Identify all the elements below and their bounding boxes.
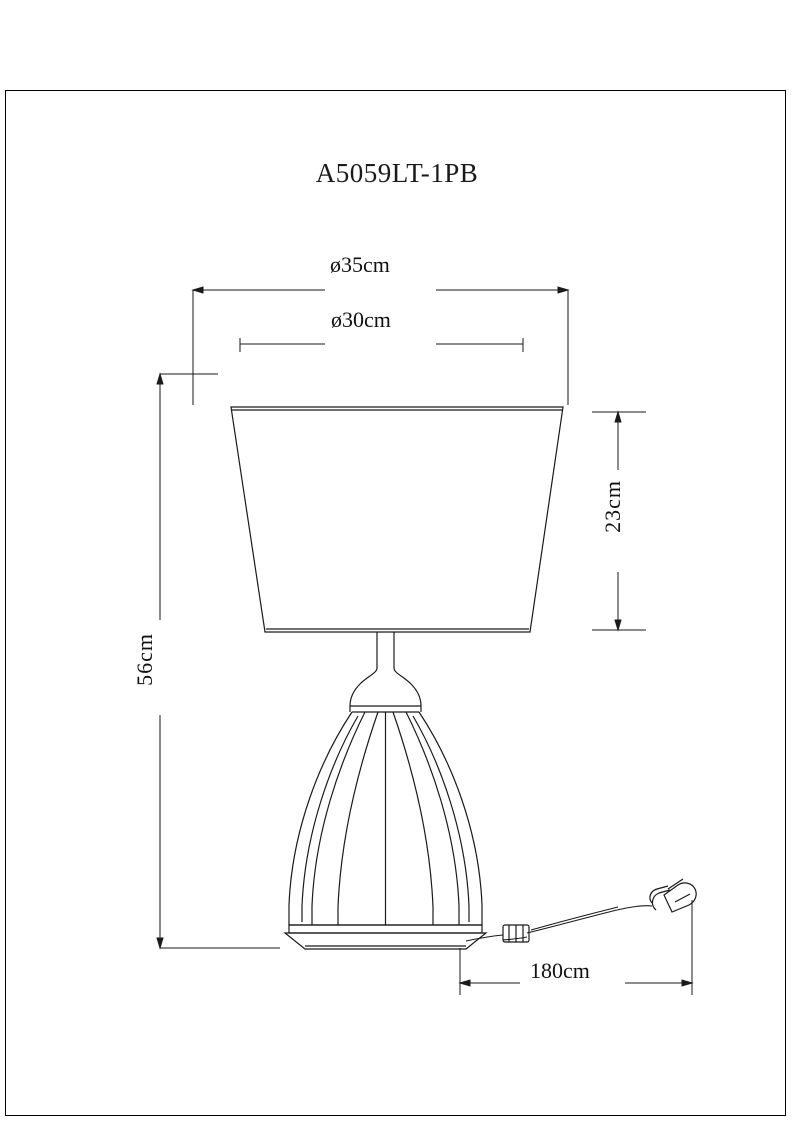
- ribbed-vase-body: [289, 712, 482, 925]
- base: [285, 925, 486, 949]
- plug-icon: [650, 879, 696, 912]
- dimension-shade-height: [592, 412, 646, 630]
- dimension-label-shade-bottom-diameter: ø30cm: [331, 307, 391, 332]
- dimension-label-shade-top-diameter: ø35cm: [330, 252, 390, 277]
- dimension-shade-top-diameter: [193, 287, 568, 405]
- dimension-shade-bottom-diameter: [240, 338, 523, 352]
- dimension-cord-length: [460, 900, 692, 995]
- stem: [377, 632, 394, 668]
- lamp-shade: [231, 407, 563, 632]
- dimension-label-cord-length: 180cm: [530, 958, 590, 983]
- power-cord: [466, 906, 652, 941]
- dimension-label-total-height: 56cm: [132, 633, 157, 686]
- neck: [350, 668, 421, 712]
- dimension-total-height: [157, 374, 280, 948]
- dimension-label-shade-height: 23cm: [600, 480, 625, 533]
- page-title: A5059LT-1PB: [315, 158, 479, 188]
